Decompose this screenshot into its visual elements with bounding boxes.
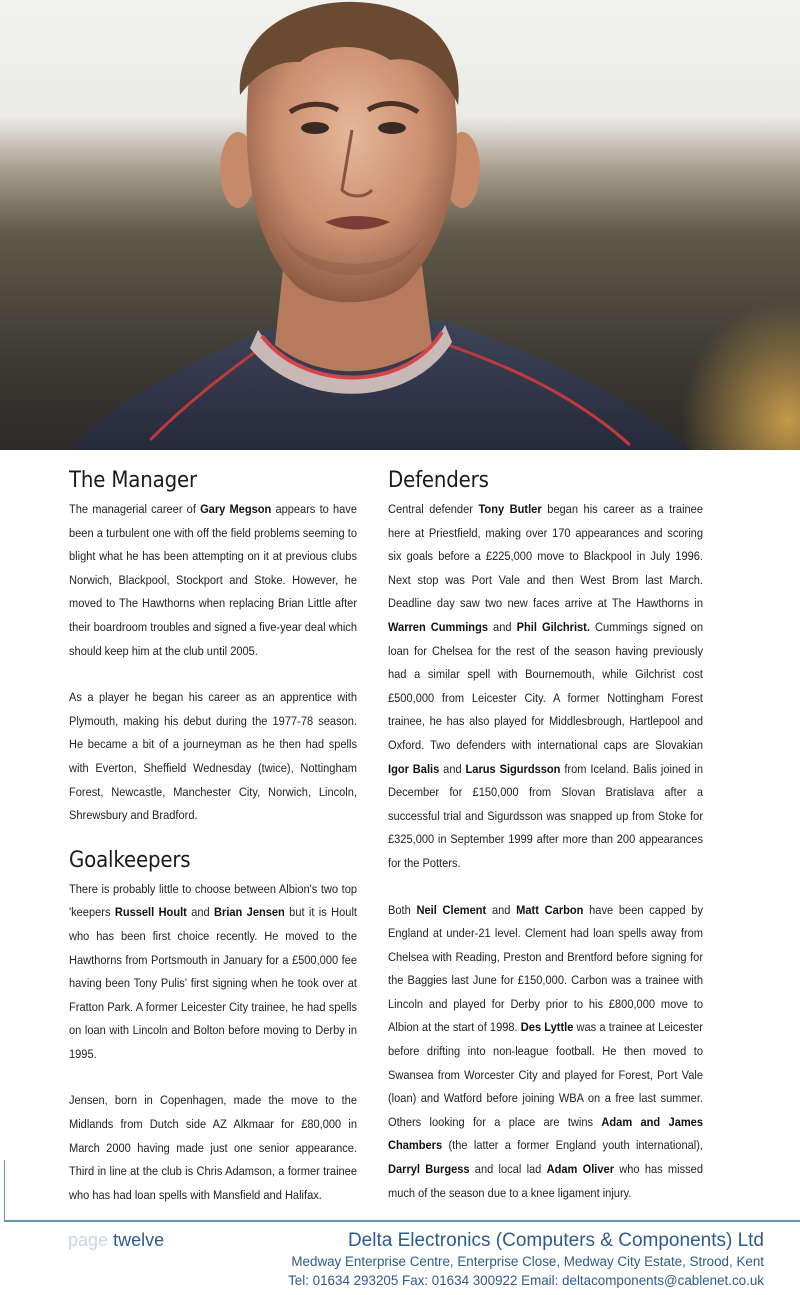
footer-vertical-rule <box>4 1160 5 1222</box>
manager-paragraph-1 <box>69 498 357 663</box>
page-word: page <box>68 1230 109 1250</box>
text-run: from Iceland. Balis joined in December for £150,000 from Slovan Bratislava after a successful trial and Sigurdsson was snapped up from Stoke for £325,000 in September 1999 after more than 200 appearances for the Potters. <box>388 761 703 870</box>
text-run: was a trainee at Leicester before drifting into non-league football. He then moved to Swansea from Worcester City and played for Forest, Port Vale (loan) and Watford before joining WBA on a free last summer. Others looking for a place are twins <box>388 1020 703 1129</box>
player-name: Tony Butler <box>478 502 542 516</box>
text-run: There is probably little to choose between Albion's two top 'keepers <box>69 881 357 920</box>
sponsor-address: Medway Enterprise Centre, Enterprise Close, Medway City Estate, Strood, Kent <box>291 1254 764 1269</box>
player-name: Brian Jensen <box>214 905 285 920</box>
text-run: and <box>186 905 215 920</box>
eye-right <box>378 122 406 134</box>
defenders-heading: Defenders <box>388 468 489 493</box>
text-run: As a player he began his career as an apprentice with Plymouth, making his debut during the 1977-78 season. He became a bit of a journeyman as he then had spells with Everton, Sheffield Wednesday (twice), Nottingham Forest, Newcastle, Manchester City, Norwich, Lincoln, Shrewsbury and Bradford. <box>69 690 357 823</box>
player-name: Phil Gilchrist. <box>516 619 590 634</box>
text-run: Cummings signed on loan for Chelsea for the rest of the season having previously had a similar spell with Bournemouth, while Gilchrist cost £500,000 from Leicester City. A former Nottingham Forest trainee, he has also played for Middlesbrough, Hartlepool and Oxford. Two defenders with international caps are Slovakian <box>388 619 703 752</box>
sponsor-contact: Tel: 01634 293205 Fax: 01634 300922 Email: deltacomponents@cablenet.co.uk <box>288 1273 764 1288</box>
manager-paragraph-2 <box>69 686 357 828</box>
player-name: Matt Carbon <box>516 902 584 917</box>
left-column <box>69 466 357 1207</box>
eye-left <box>301 122 329 134</box>
player-photo <box>0 0 800 450</box>
defenders-paragraph-2 <box>388 899 703 1206</box>
page-number-word: twelve <box>113 1230 165 1250</box>
player-name: Neil Clement <box>416 902 487 917</box>
text-run: (the latter a former England youth international), <box>442 1138 703 1153</box>
goalkeepers-paragraph-2 <box>69 1089 357 1207</box>
text-run: and local lad <box>469 1162 547 1177</box>
text-run: and <box>486 902 517 917</box>
text-run: The managerial career of <box>69 502 201 516</box>
goalkeepers-heading: Goalkeepers <box>69 847 191 873</box>
player-name: Darryl Burgess <box>388 1162 470 1177</box>
text-run: and <box>439 761 466 776</box>
text-run: and <box>487 619 517 634</box>
text-run: began his career as a trainee here at Priestfield, making over 170 appearances and scoring six goals before a £225,000 move to Blackpool in July 1996. Next stop was Port Vale and then West Brom last March. Deadline day saw two new faces arrive at The Hawthorns in <box>388 502 703 611</box>
player-portrait-illustration <box>0 0 800 450</box>
sponsor-name: Delta Electronics (Computers & Components) Ltd <box>347 1230 764 1251</box>
player-name: Igor Balis <box>388 761 440 776</box>
page-number <box>68 1230 164 1251</box>
player-name: Adam and James Chambers <box>388 1114 703 1153</box>
right-column <box>388 466 703 1205</box>
text-run: but it is Hoult who has been first choice recently. He moved to the Hawthorns from Portsmouth in January for a £500,000 fee having been Tony Pulis' first signing when he took over at Fratton Park. A former Leicester City trainee, he had spells on loan with Lincoln and Bolton before moving to Derby in 1995. <box>69 905 357 1061</box>
goalkeepers-paragraph-1 <box>69 878 357 1067</box>
manager-heading: The Manager <box>69 468 197 493</box>
text-run: appears to have been a turbulent one with off the field problems seeming to blight what he has been attempting on it at previous clubs Norwich, Blackpool, Stockport and Stoke. However, he moved to The Hawthorns when replacing Brian Little after their boardroom troubles and signed a five-year deal which should keep him at the club until 2005. <box>69 502 357 658</box>
sponsor-block <box>288 1230 764 1290</box>
player-name: Gary Megson <box>200 502 272 516</box>
text-run: Central defender <box>388 502 479 516</box>
defenders-paragraph-1 <box>388 498 703 876</box>
player-name: Larus Sigurdsson <box>465 761 561 776</box>
text-run: who has missed much of the season due to a knee ligament injury. <box>388 1162 703 1200</box>
player-name: Adam Oliver <box>546 1162 614 1177</box>
player-name: Warren Cummings <box>388 619 488 634</box>
text-run: Both <box>388 902 417 917</box>
text-run: Jensen, born in Copenhagen, made the move to the Midlands from Dutch side AZ Alkmaar for £80,000 in March 2000 having made just one senior appearance. Third in line at the club is Chris Adamson, a former trainee who has had loan spells with Mansfield and Halifax. <box>69 1093 357 1202</box>
player-name: Des Lyttle <box>520 1020 574 1035</box>
text-run: have been capped by England at under-21 level. Clement had loan spells away from Chelsea with Reading, Preston and Brentford before signing for the Baggies last June for £150,000. Carbon was a trainee with Lincoln and played for Derby prior to his £800,000 move to Albion at the start of 1998. <box>388 902 703 1035</box>
player-name: Russell Hoult <box>114 905 187 920</box>
footer-rule <box>4 1220 800 1222</box>
